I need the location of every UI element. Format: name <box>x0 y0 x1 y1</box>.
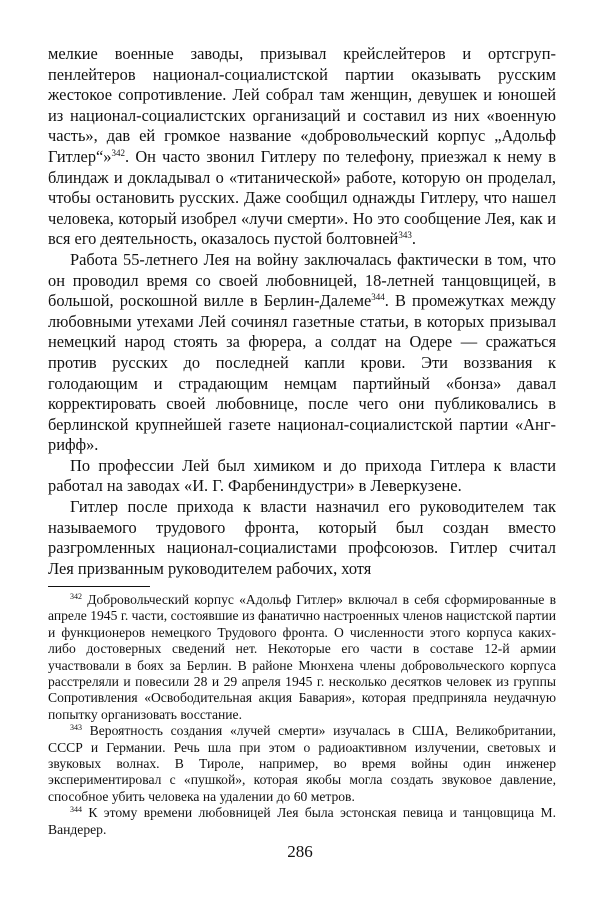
footnote-divider <box>48 586 150 587</box>
footnote-number: 344 <box>70 805 82 815</box>
footnote-number: 342 <box>70 592 82 601</box>
footnote-text: К этому времени любовницей Лея была эстонская певица и танцовщица М. Вандерер. <box>48 805 556 837</box>
footnote-number: 343 <box>70 723 82 733</box>
paragraph-1-text-c: . <box>411 229 416 249</box>
footnote-text: Добровольческий корпус «Адольф Гитлер» включал в себя сформированные в апреле 1945 г. части, состоявшие из фанатично настроенных членов нацистской партии и функционеров немецкого Трудового фронта. О численности этого корпуса каких-либо достоверных сведений нет. Некоторые его части в составе 12-й армии участвовали в боях за Берлин. В районе Мюнхена члены добровольческого корпуса расстреляли и повесили 28 и 29 апреля 1945 г. несколько десятков человек из группы Сопротивления «Освободительная акция Бавария», которая предприняла неудачную попытку организовать восстание. <box>48 592 556 722</box>
paragraph-4: Гитлер после прихода к власти назначил его руководителем так называемого трудового фронта, который был создан вместо разгромленных национал-социалистами профсоюзов. Гитлер считал Лея призванным руководителем рабочих, хотя <box>48 497 556 578</box>
paragraph-1-text-a: мелкие военные заводы, призывал крейслейтеров и ортсгруппенлейтеров национал-социалистской партии оказывать русским жестокое сопротивление. Лей собрал там женщин, девушек и юношей из национал-социалистских организаций и составил из них «военную часть», дав ей громкое название «добровольческий корпус „Адольф Гитлер“» <box>48 44 556 166</box>
footnote-343 <box>48 723 556 805</box>
footnote-text: Вероятность создания «лучей смерти» изучалась в США, Великобритании, СССР и Германии. Речь шла при этом о радиоактивном излучении, световых и звуковых волнах. В Тироле, например, во время войны один инженер экспериментировал с «пушкой», которая якобы могла создать звуковое давление, способное убить человека на удалении до 60 метров. <box>48 723 556 804</box>
paragraph-1 <box>48 44 556 250</box>
paragraph-2-text-b: . В промежутках между любовными утехами Лей сочинял газетные статьи, в которых призывал немецкий народ стоять за фюрера, а солдат на Одере — сражаться против русских до последней капли крови. Эти воззвания к голодающим и страдающим немцам партийный «бонза» давал корректировать своей любовнице, после чего они публиковались в берлинской крупнейшей газете национал-социалистской партии «Ангрифф». <box>48 291 556 455</box>
page-number: 286 <box>287 842 313 861</box>
paragraph-2-text-a: Работа 55-летнего Лея на войну заключалась фактически в том, что он проводил время со своей любовницей, 18-летней танцовщицей, в большой, роскошной вилле в Берлин-Далеме <box>48 249 556 311</box>
footnote-ref-343: 343 <box>398 230 412 241</box>
footnotes <box>48 592 556 838</box>
paragraph-3: По профессии Лей был химиком и до прихода Гитлера к власти работал на заводах «И. Г. Фарбениндустри» в Леверкузене. <box>48 455 556 496</box>
footnote-342 <box>48 592 556 723</box>
footnote-ref-344: 344 <box>371 292 385 303</box>
paragraph-1-text-b: . Он часто звонил Гитлеру по телефону, приезжал к нему в блиндаж и докладывал о «титанической» работе, которую он проделал, чтобы остановить русских. Даже сообщил однажды Гитлеру, что нашел человека, который изобрел «лучи смерти». Но это сообщение Лея, как и вся его деятельность, оказалось пустой болтовней <box>48 146 556 249</box>
footnote-344 <box>48 805 556 838</box>
paragraph-2 <box>48 250 556 456</box>
main-text <box>48 44 556 579</box>
footnote-ref-342: 342 <box>111 147 125 158</box>
